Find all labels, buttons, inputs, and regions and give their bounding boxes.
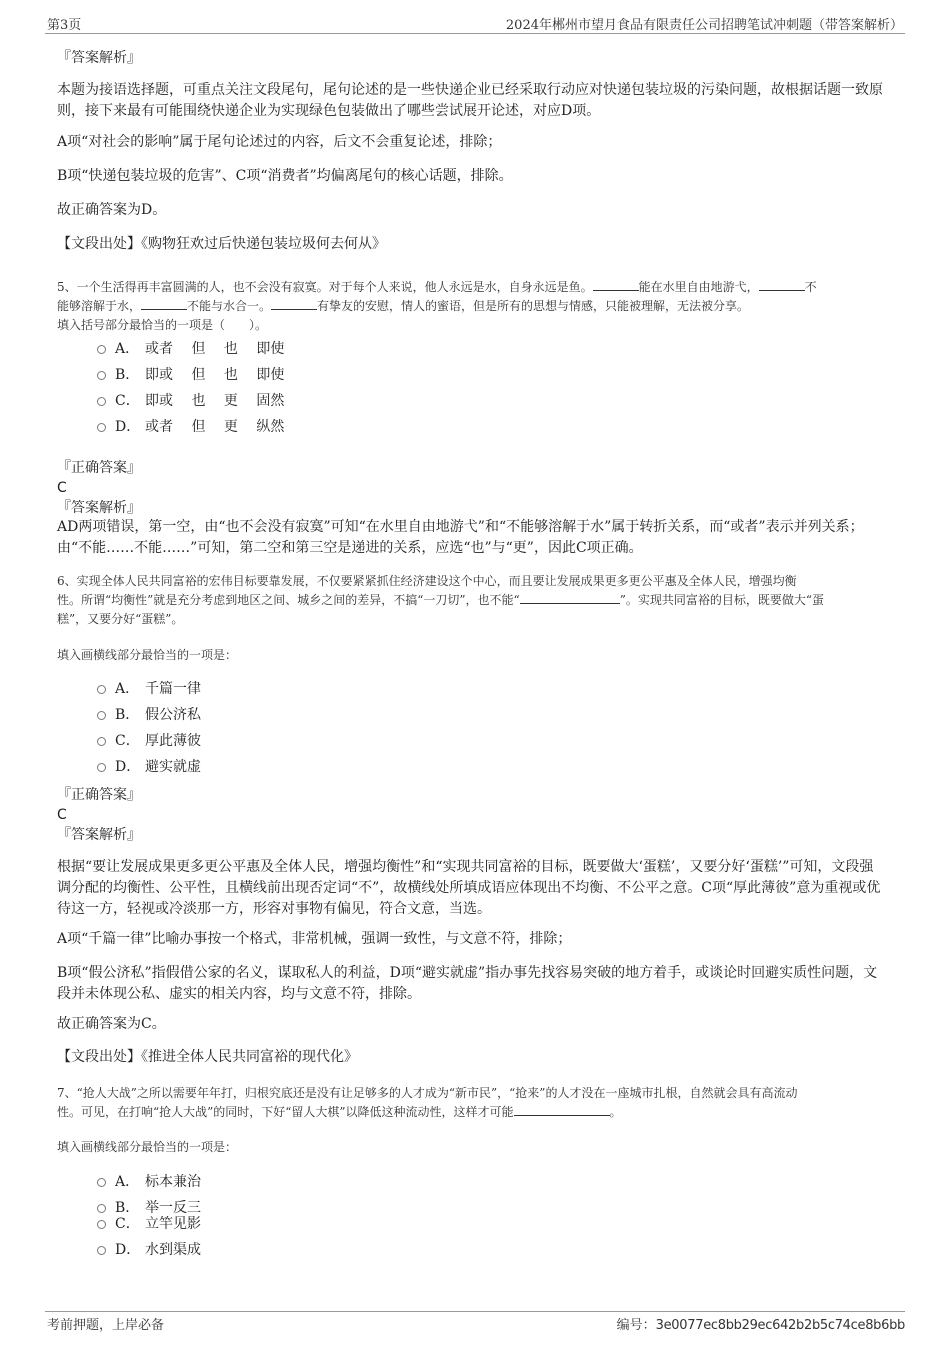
radio-icon[interactable] [97, 1220, 106, 1229]
q6-analysis-para2: A项“千篇一律”比喻办事按一个格式，非常机械，强调一致性，与文意不符，排除； [57, 931, 572, 947]
q4-analysis-para1: 本题为接语选择题，可重点关注文段尾句，尾句论述的是一些快递企业已经采取行动应对快递包装垃圾的污染问题，故根据话题一致原则，接下来最有可能围绕快递企业为实现绿色包装做出了哪些尝试展开论述，对应D项。 [57, 82, 883, 119]
q7-stem: 7、“抢人大战”之所以需要年年打，归根究底还是没有让足够多的人才成为“新市民”，“抢来”的人才没在一座城市扎根，自然就会具有高流动 性。可见，在打响“抢人大战”的同时，下好“留人大棋”以降低这种流动性，这样才可能 。 [57, 1086, 798, 1119]
q6-option-a[interactable]: A． 千篇一律 [97, 679, 201, 699]
radio-icon[interactable] [97, 763, 106, 772]
footer-slogan: 考前押题，上岸必备 [47, 1318, 165, 1333]
q5-analysis: AD两项错误，第一空，由“也不会没有寂寞”可知“在水里自由地游弋”和“不能够溶解于水”属于转折关系，而“或者”表示并列关系；由“不能……不能……”可知，第二空和第三空是递进的关系，应选“也”与“更”，因此C项正确。 [57, 519, 864, 556]
header-rule [45, 33, 905, 34]
document-id: 编号：3e0077ec8bb29ec642b2b5c74ce8b6bb [616, 1318, 905, 1333]
q6-analysis-para4: 故正确答案为C。 [57, 1016, 166, 1032]
q6-analysis-label: 『答案解析』 [57, 827, 141, 843]
q5-option-c[interactable]: C． 即或 也 更 固然 [97, 391, 284, 411]
page-number: 第3页 [47, 18, 82, 33]
q4-analysis-para2: A项“对社会的影响”属于尾句论述过的内容，后文不会重复论述，排除； [57, 134, 502, 150]
q4-analysis-label: 『答案解析』 [57, 50, 141, 66]
q4-analysis-para3: B项“快递包装垃圾的危害”、C项“消费者”均偏离尾句的核心话题，排除。 [57, 168, 513, 184]
blank-3 [141, 297, 187, 310]
blank-2 [759, 278, 805, 291]
q6-source: 【文段出处】《推进全体人民共同富裕的现代化》 [57, 1049, 358, 1065]
q6-option-d[interactable]: D． 避实就虚 [97, 757, 201, 777]
radio-icon[interactable] [97, 371, 106, 380]
q6-analysis-para3: B项“假公济私”指假借公家的名义，谋取私人的利益，D项“避实就虚”指办事先找容易突破的地方着手，或谈论时回避实质性问题，文段并未体现公私、虚实的相关内容，均与文意不符，排除。 [57, 965, 878, 1002]
q4-source: 【文段出处】《购物狂欢过后快递包装垃圾何去何从》 [57, 236, 386, 252]
q6-prompt: 填入画横线部分最恰当的一项是： [57, 648, 238, 662]
radio-icon[interactable] [97, 397, 106, 406]
q5-stem: 5、一个生活得再丰富圆满的人，也不会没有寂寞。对于每个人来说，他人永远是水，自身永远是鱼。 能在水里自由地游弋， 不 能够溶解于水， 不能与水合一。 有挚友的安慰，情人的蜜语，但是所有的思想与情感，只能被理解，无法被分享。 填入括号部分最恰当的一项是（ ）。 [57, 280, 817, 332]
radio-icon[interactable] [97, 685, 106, 694]
q6-answer: C [57, 807, 67, 823]
q6-stem: 6、实现全体人民共同富裕的宏伟目标要靠发展，不仅要紧紧抓住经济建设这个中心，而且要让发展成果更多更公平惠及全体人民，增强均衡 性。所谓“均衡性”就是充分考虑到地区之间、城乡之间的差异，不搞“一刀切”，也不能“ ”。实现共同富裕的目标，既要做大“蛋 糕”，又要分好“蛋糕”。 [57, 574, 824, 626]
blank-1 [514, 1103, 610, 1116]
q6-option-b[interactable]: B． 假公济私 [97, 705, 201, 725]
q7-option-b[interactable]: B． 举一反三 [97, 1198, 201, 1218]
q5-answer-label: 『正确答案』 [57, 460, 141, 476]
radio-icon[interactable] [97, 1204, 106, 1213]
blank-1 [593, 278, 639, 291]
q5-answer: C [57, 480, 67, 496]
q6-analysis-para1: 根据“要让发展成果更多更公平惠及全体人民，增强均衡性”和“实现共同富裕的目标，既要做大‘蛋糕’，又要分好‘蛋糕’”可知，文段强调分配的均衡性、公平性，且横线前出现否定词“不”，故横线处所填成语应体现出不均衡、不公平之意。C项“厚此薄彼”意为重视或优待这一方，轻视或冷淡那一方，形容对事物有偏见，符合文意，当选。 [57, 859, 881, 917]
blank-4 [271, 297, 317, 310]
q6-answer-label: 『正确答案』 [57, 787, 141, 803]
q7-option-d[interactable]: D． 水到渠成 [97, 1240, 201, 1260]
radio-icon[interactable] [97, 1246, 106, 1255]
q7-prompt: 填入画横线部分最恰当的一项是： [57, 1140, 238, 1154]
q7-option-a[interactable]: A． 标本兼治 [97, 1172, 201, 1192]
radio-icon[interactable] [97, 423, 106, 432]
radio-icon[interactable] [97, 1178, 106, 1187]
radio-icon[interactable] [97, 345, 106, 354]
footer-rule [45, 1311, 905, 1312]
blank-1 [520, 591, 620, 604]
radio-icon[interactable] [97, 711, 106, 720]
q6-option-c[interactable]: C． 厚此薄彼 [97, 731, 201, 751]
radio-icon[interactable] [97, 737, 106, 746]
q7-option-c[interactable]: C． 立竿见影 [97, 1214, 201, 1234]
q4-analysis-para4: 故正确答案为D。 [57, 202, 167, 218]
document-title: 2024年郴州市望月食品有限责任公司招聘笔试冲刺题（带答案解析） [505, 18, 903, 33]
q5-analysis-label: 『答案解析』 [57, 500, 141, 516]
q5-option-a[interactable]: A． 或者 但 也 即使 [97, 339, 284, 359]
q5-option-b[interactable]: B． 即或 但 也 即使 [97, 365, 284, 385]
q5-option-d[interactable]: D． 或者 但 更 纵然 [97, 417, 284, 437]
